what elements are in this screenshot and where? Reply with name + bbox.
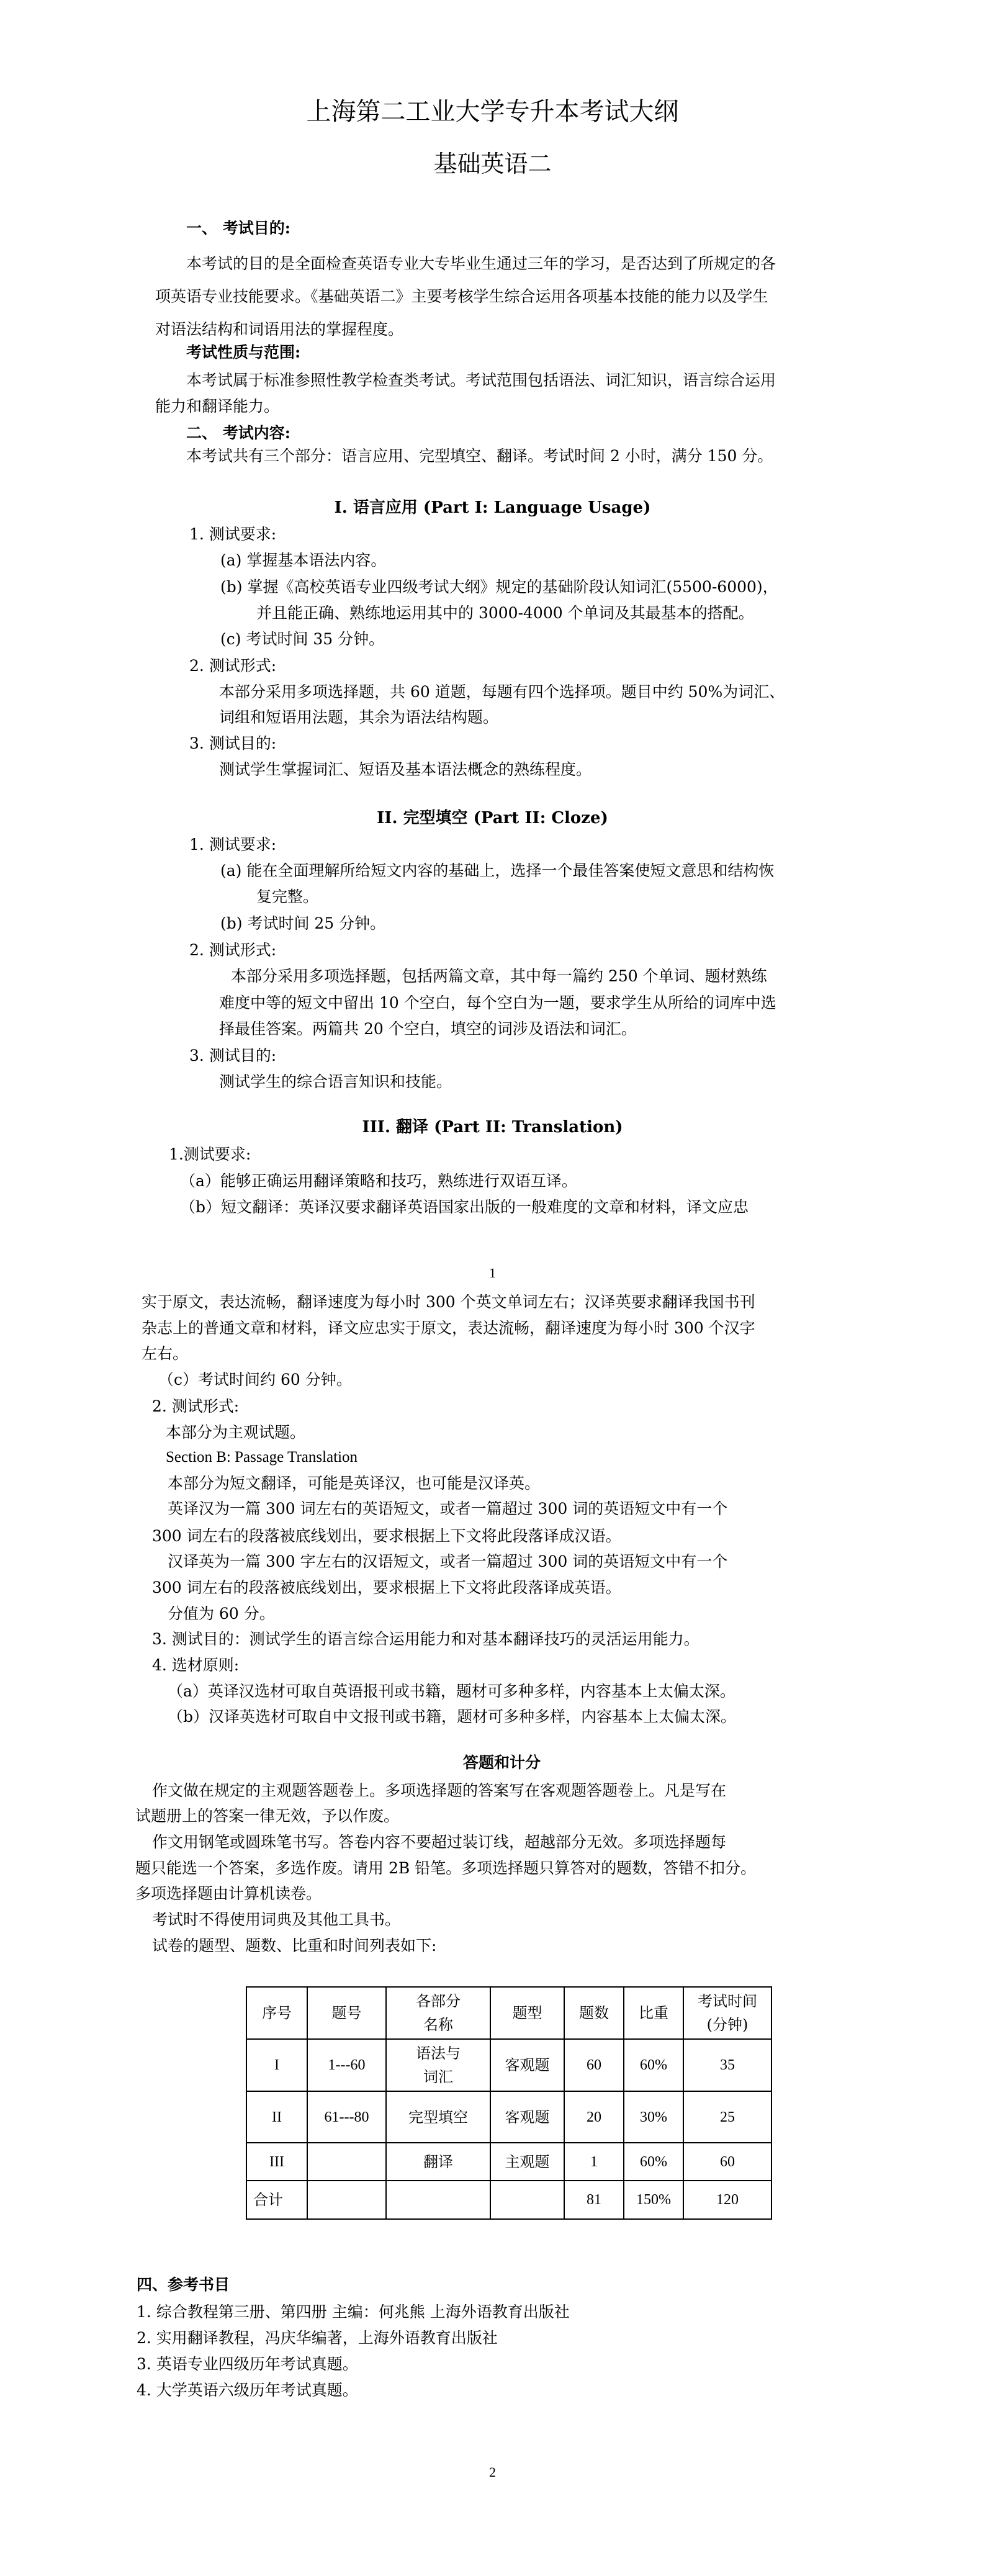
cell-total-count: 81 bbox=[564, 2181, 624, 2219]
part3-form-3b: 300 词左右的段落被底线划出，要求根据上下文将此段落译成汉语。 bbox=[152, 1527, 621, 1545]
cell-range bbox=[307, 2143, 386, 2181]
cell-range: 1---60 bbox=[307, 2039, 386, 2091]
part3-form-3a: 英译汉为一篇 300 词左右的英语短文，或者一篇超过 300 词的英语短文中有一个 bbox=[168, 1500, 728, 1518]
section-heading-content: 二、 考试内容: bbox=[186, 424, 290, 442]
part1-req-b1: (b) 掌握《高校英语专业四级考试大纲》规定的基础阶段认知词汇(5500-6000)， bbox=[220, 578, 778, 596]
document-title: 上海第二工业大学专升本考试大纲 bbox=[306, 97, 679, 126]
part1-title: I. 语言应用 (Part I: Language Usage) bbox=[334, 498, 651, 517]
cell-name-line2: 词汇 bbox=[423, 2068, 453, 2086]
part3-goal: 3. 测试目的：测试学生的语言综合运用能力和对基本翻译技巧的灵活运用能力。 bbox=[152, 1630, 699, 1648]
part3-material-a: （a）英译汉选材可取自英语报刊或书籍，题材可多种多样，内容基本上太偏太深。 bbox=[168, 1682, 735, 1700]
cell-name bbox=[386, 2181, 490, 2219]
cell-range bbox=[307, 2181, 386, 2219]
th-name-line2: 名称 bbox=[423, 2016, 453, 2033]
th-weight: 比重 bbox=[624, 1987, 683, 2039]
scoring-p4: 试卷的题型、题数、比重和时间列表如下: bbox=[152, 1937, 437, 1955]
part1-req-c: (c) 考试时间 35 分钟。 bbox=[220, 630, 385, 648]
reference-item: 2. 实用翻译教程，冯庆华编著，上海外语教育出版社 bbox=[137, 2329, 498, 2347]
part3-material-b: （b）汉译英选材可取自中文报刊或书籍，题材可多种多样，内容基本上太偏太深。 bbox=[168, 1708, 737, 1726]
cell-type: 主观题 bbox=[490, 2143, 564, 2181]
part3-req-c: （c）考试时间约 60 分钟。 bbox=[158, 1371, 352, 1389]
cell-count: 1 bbox=[564, 2143, 624, 2181]
scoring-heading: 答题和计分 bbox=[462, 1754, 541, 1772]
part3-req-label: 1.测试要求: bbox=[169, 1145, 251, 1163]
th-time bbox=[683, 1987, 771, 2039]
section-heading-purpose: 一、 考试目的: bbox=[186, 219, 290, 237]
th-name bbox=[386, 1987, 490, 2039]
part1-form-2: 词组和短语用法题，其余为语法结构题。 bbox=[219, 708, 499, 726]
nature-line-2: 能力和翻译能力。 bbox=[155, 397, 280, 415]
part2-req-a1: (a) 能在全面理解所给短文内容的基础上，选择一个最佳答案使短文意思和结构恢 bbox=[220, 862, 775, 880]
cell-time: 25 bbox=[683, 2091, 771, 2143]
part2-goal-label: 3. 测试目的: bbox=[189, 1047, 277, 1065]
content-intro: 本考试共有三个部分：语言应用、完型填空、翻译。考试时间 2 小时，满分 150 分。 bbox=[186, 447, 773, 465]
part3-material-label: 4. 选材原则: bbox=[152, 1656, 240, 1674]
reference-item: 1. 综合教程第三册、第四册 主编：何兆熊 上海外语教育出版社 bbox=[137, 2303, 570, 2321]
part1-goal-text: 测试学生掌握词汇、短语及基本语法概念的熟练程度。 bbox=[219, 760, 592, 778]
cell-type: 客观题 bbox=[490, 2039, 564, 2091]
part3-form-4a: 汉译英为一篇 300 字左右的汉语短文，或者一篇超过 300 词的英语短文中有一个 bbox=[168, 1552, 728, 1570]
scoring-p2c: 多项选择题由计算机读卷。 bbox=[135, 1885, 322, 1903]
th-no: 序号 bbox=[246, 1987, 307, 2039]
cell-total-weight: 150% bbox=[624, 2181, 683, 2219]
cell-weight: 60% bbox=[624, 2039, 683, 2091]
cell-name bbox=[386, 2039, 490, 2091]
part3-title: III. 翻译 (Part II: Translation) bbox=[362, 1118, 623, 1137]
part3-req-b2: 实于原文，表达流畅，翻译速度为每小时 300 个英文单词左右；汉译英要求翻译我国书刊 bbox=[142, 1293, 755, 1311]
part2-goal-text: 测试学生的综合语言知识和技能。 bbox=[219, 1073, 452, 1091]
part3-req-b3: 杂志上的普通文章和材料，译文应忠实于原文，表达流畅，翻译速度为每小时 300 个汉字 bbox=[142, 1319, 755, 1337]
purpose-line-3: 对语法结构和词语用法的掌握程度。 bbox=[155, 320, 404, 338]
cell-type bbox=[490, 2181, 564, 2219]
cell-count: 20 bbox=[564, 2091, 624, 2143]
part3-req-b1: （b）短文翻译：英译汉要求翻译英语国家出版的一般难度的文章和材料，译文应忠 bbox=[180, 1198, 749, 1216]
th-name-line1: 各部分 bbox=[416, 1993, 461, 2010]
cell-no: II bbox=[246, 2091, 307, 2143]
cell-total-label: 合计 bbox=[246, 2181, 307, 2219]
cell-type: 客观题 bbox=[490, 2091, 564, 2143]
cell-weight: 30% bbox=[624, 2091, 683, 2143]
part2-form-label: 2. 测试形式: bbox=[189, 941, 277, 959]
part3-form-1: 本部分为主观试题。 bbox=[166, 1423, 306, 1441]
table-total-row bbox=[246, 2181, 771, 2219]
references-heading: 四、参考书目 bbox=[137, 2276, 230, 2294]
part2-req-a2: 复完整。 bbox=[256, 888, 319, 906]
th-count: 题数 bbox=[564, 1987, 624, 2039]
scoring-p1b: 试题册上的答案一律无效，予以作废。 bbox=[135, 1807, 400, 1825]
part1-req-label: 1. 测试要求: bbox=[189, 525, 277, 543]
scoring-p2a: 作文用钢笔或圆珠笔书写。答卷内容不要超过装订线，超越部分无效。多项选择题每 bbox=[152, 1833, 727, 1851]
cell-name-line1: 语法与 bbox=[416, 2045, 461, 2062]
cell-count: 60 bbox=[564, 2039, 624, 2091]
part3-form-section: Section B: Passage Translation bbox=[166, 1449, 358, 1466]
reference-item: 3. 英语专业四级历年考试真题。 bbox=[137, 2355, 358, 2373]
page-number-2: 2 bbox=[489, 2464, 496, 2480]
purpose-line-1: 本考试的目的是全面检查英语专业大专毕业生通过三年的学习，是否达到了所规定的各 bbox=[186, 254, 776, 272]
cell-total-time: 120 bbox=[683, 2181, 771, 2219]
nature-heading: 考试性质与范围: bbox=[186, 343, 301, 361]
purpose-line-2: 项英语专业技能要求。《基础英语二》主要考核学生综合运用各项基本技能的能力以及学生 bbox=[155, 287, 768, 305]
scoring-p2b: 题只能选一个答案，多选作废。请用 2B 铅笔。多项选择题只算答对的题数，答错不扣分。 bbox=[135, 1859, 757, 1877]
cell-name: 翻译 bbox=[386, 2143, 490, 2181]
part2-req-label: 1. 测试要求: bbox=[189, 835, 277, 853]
part2-title: II. 完型填空 (Part II: Cloze) bbox=[377, 809, 608, 827]
cell-time: 60 bbox=[683, 2143, 771, 2181]
part1-form-label: 2. 测试形式: bbox=[189, 657, 277, 675]
cell-no: III bbox=[246, 2143, 307, 2181]
nature-line-1: 本考试属于标准参照性教学检查类考试。考试范围包括语法、词汇知识，语言综合运用 bbox=[186, 371, 776, 389]
th-type: 题型 bbox=[490, 1987, 564, 2039]
part2-req-b: (b) 考试时间 25 分钟。 bbox=[220, 914, 386, 932]
part2-form-2: 难度中等的短文中留出 10 个空白，每个空白为一题，要求学生从所给的词库中选 bbox=[219, 994, 776, 1012]
part3-form-4b: 300 词左右的段落被底线划出，要求根据上下文将此段落译成英语。 bbox=[152, 1578, 621, 1596]
reference-item: 4. 大学英语六级历年考试真题。 bbox=[137, 2381, 358, 2399]
table-row bbox=[246, 2143, 771, 2181]
part2-form-1: 本部分采用多项选择题，包括两篇文章，其中每一篇约 250 个单词、题材熟练 bbox=[231, 967, 767, 985]
cell-name: 完型填空 bbox=[386, 2091, 490, 2143]
part1-req-a: (a) 掌握基本语法内容。 bbox=[220, 551, 387, 569]
th-time-line1: 考试时间 bbox=[698, 1993, 757, 2010]
part1-form-1: 本部分采用多项选择题，共 60 道题，每题有四个选择项。题目中约 50%为词汇、 bbox=[219, 683, 785, 701]
part2-form-3: 择最佳答案。两篇共 20 个空白，填空的词涉及语法和词汇。 bbox=[219, 1020, 637, 1038]
cell-time: 35 bbox=[683, 2039, 771, 2091]
part3-req-a: （a）能够正确运用翻译策略和技巧，熟练进行双语互译。 bbox=[180, 1172, 577, 1190]
part1-goal-label: 3. 测试目的: bbox=[189, 734, 277, 752]
scoring-p1a: 作文做在规定的主观题答题卷上。多项选择题的答案写在客观题答题卷上。凡是写在 bbox=[152, 1781, 727, 1799]
cell-no: I bbox=[246, 2039, 307, 2091]
table-row bbox=[246, 2039, 771, 2091]
page-number-1: 1 bbox=[489, 1265, 496, 1281]
part3-form-5: 分值为 60 分。 bbox=[168, 1605, 275, 1623]
part3-form-2: 本部分为短文翻译，可能是英译汉，也可能是汉译英。 bbox=[168, 1474, 541, 1492]
part3-req-b4: 左右。 bbox=[142, 1344, 189, 1362]
document-subtitle: 基础英语二 bbox=[433, 150, 552, 178]
scoring-p3: 考试时不得使用词典及其他工具书。 bbox=[152, 1911, 401, 1929]
part3-form-label: 2. 测试形式: bbox=[152, 1397, 240, 1415]
exam-structure-table bbox=[246, 1986, 772, 2220]
th-time-line2: (分钟) bbox=[706, 2016, 749, 2033]
cell-range: 61---80 bbox=[307, 2091, 386, 2143]
cell-weight: 60% bbox=[624, 2143, 683, 2181]
th-range: 题号 bbox=[307, 1987, 386, 2039]
part1-req-b2: 并且能正确、熟练地运用其中的 3000-4000 个单词及其最基本的搭配。 bbox=[256, 604, 754, 622]
table-row bbox=[246, 2091, 771, 2143]
table-header-row bbox=[246, 1987, 771, 2039]
